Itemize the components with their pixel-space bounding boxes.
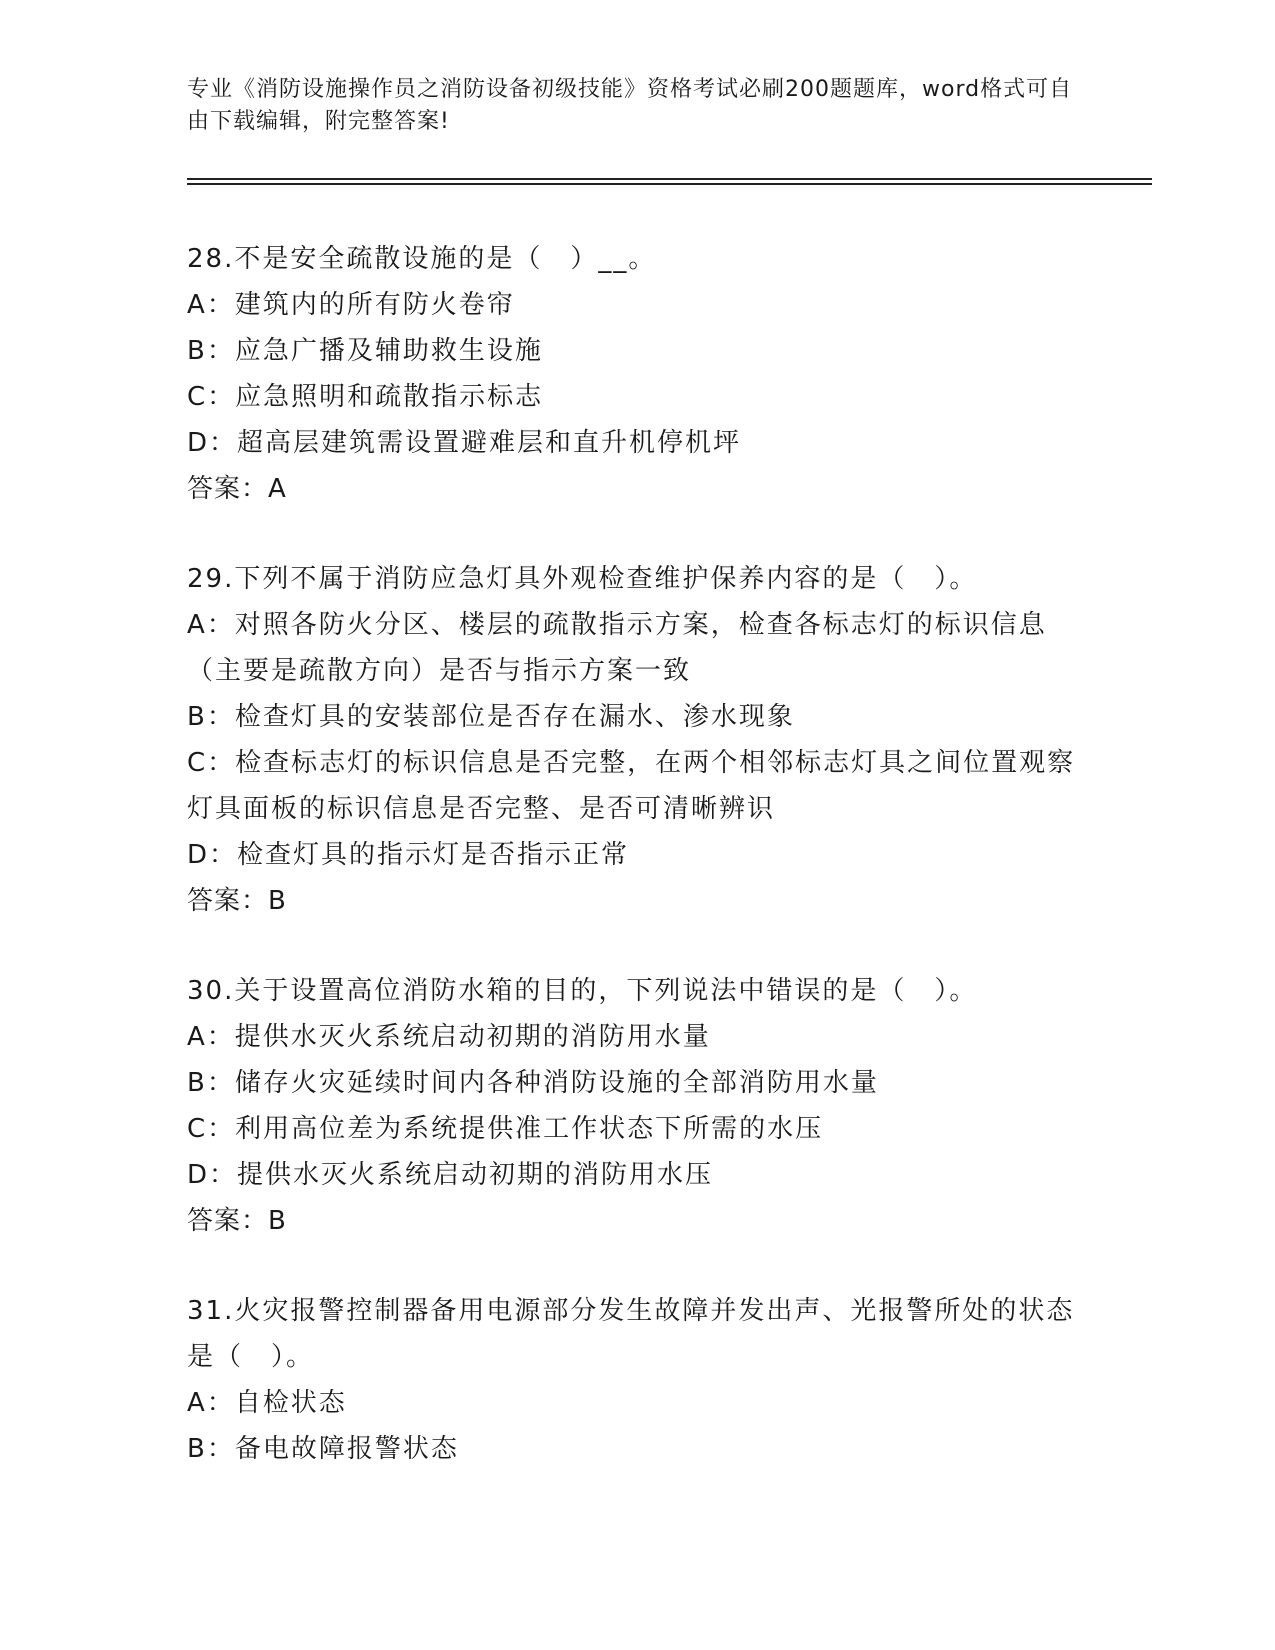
question-stem: 30.关于设置高位消防水箱的目的，下列说法中错误的是（ ）。	[187, 976, 978, 1006]
header-divider-bottom	[187, 183, 1152, 185]
answer-line: 答案：A	[187, 474, 287, 504]
question-29	[187, 556, 1077, 924]
option-d: D：超高层建筑需设置避难层和直升机停机坪	[187, 428, 742, 458]
option-b: B：储存火灾延续时间内各种消防设施的全部消防用水量	[187, 1068, 879, 1098]
option-d: D：提供水灭火系统启动初期的消防用水压	[187, 1160, 714, 1190]
question-stem: 29.下列不属于消防应急灯具外观检查维护保养内容的是（ ）。	[187, 564, 978, 594]
question-30	[187, 968, 1077, 1244]
option-a: A：提供水灭火系统启动初期的消防用水量	[187, 1022, 711, 1052]
document-header-text: 专业《消防设施操作员之消防设备初级技能》资格考试必刷200题题库，word格式可自由下载编辑，附完整答案!	[187, 77, 1073, 134]
answer-line: 答案：B	[187, 886, 287, 916]
question-list	[187, 236, 1077, 1516]
option-a: A：建筑内的所有防火卷帘	[187, 290, 515, 320]
question-28	[187, 236, 1077, 512]
option-c: C：应急照明和疏散指示标志	[187, 382, 544, 412]
option-c: C：检查标志灯的标识信息是否完整，在两个相邻标志灯具之间位置观察灯具面板的标识信息是否完整、是否可清晰辨识	[187, 748, 1076, 824]
question-stem: 31.火灾报警控制器备用电源部分发生故障并发出声、光报警所处的状态是（ ）。	[187, 1296, 1075, 1372]
option-d: D：检查灯具的指示灯是否指示正常	[187, 840, 630, 870]
option-b: B：检查灯具的安装部位是否存在漏水、渗水现象	[187, 702, 795, 732]
option-b: B：备电故障报警状态	[187, 1434, 459, 1464]
option-c: C：利用高位差为系统提供准工作状态下所需的水压	[187, 1114, 824, 1144]
option-a: A：对照各防火分区、楼层的疏散指示方案，检查各标志灯的标识信息（主要是疏散方向）是否与指示方案一致	[187, 610, 1047, 686]
answer-line: 答案：B	[187, 1206, 287, 1236]
header-divider-top	[187, 178, 1152, 180]
question-stem: 28.不是安全疏散设施的是（ ）__。	[187, 244, 657, 274]
option-b: B：应急广播及辅助救生设施	[187, 336, 543, 366]
option-a: A：自检状态	[187, 1388, 347, 1418]
question-31	[187, 1288, 1077, 1472]
